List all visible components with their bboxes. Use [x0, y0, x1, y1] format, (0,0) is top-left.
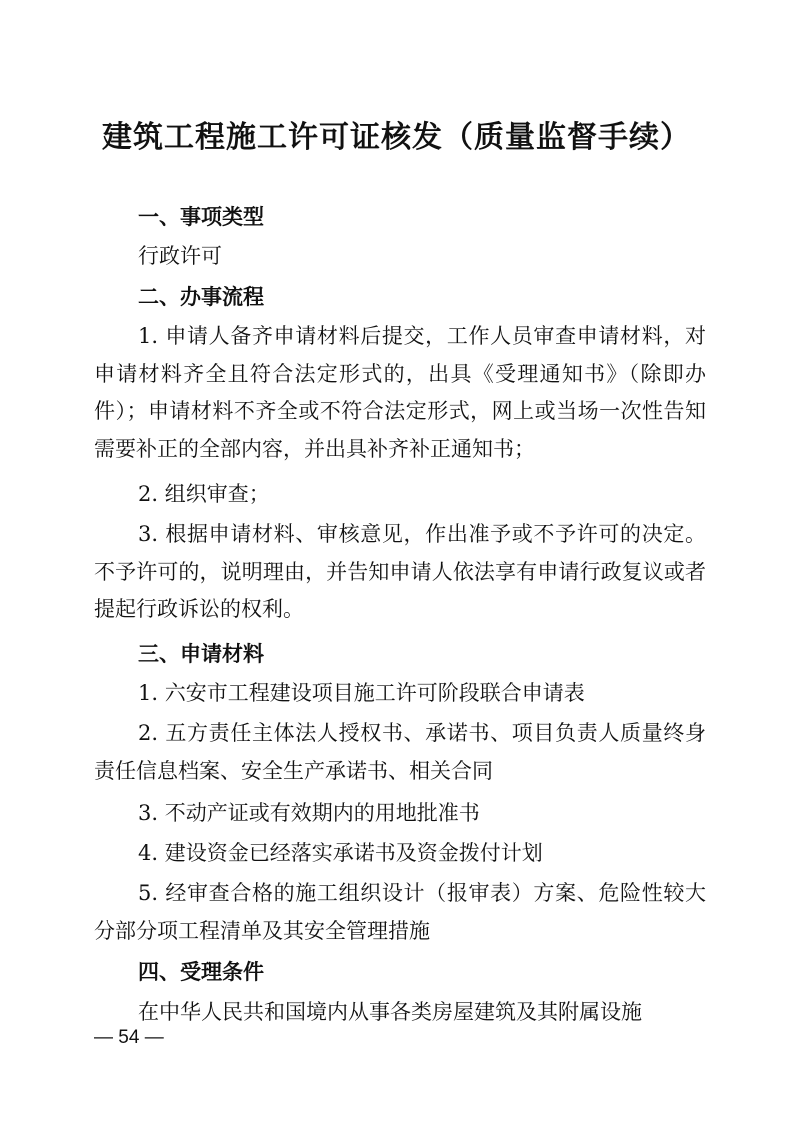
process-step-2: 2. 组织审查； [138, 482, 270, 506]
conditions-text: 在中华人民共和国境内从事各类房屋建筑及其附属设施 [138, 1000, 642, 1024]
process-step-1: 1. 申请人备齐申请材料后提交，工作人员审查申请材料，对申请材料齐全且符合法定形式的，出具《受理通知书》（除即办件）；申请材料不齐全或不符合法定形式，网上或当场一次性告知需要补正的全部内容，并出具补齐补正通知书； [94, 324, 706, 461]
section-heading-item-type: 一、事项类型 [138, 205, 264, 229]
section-heading-materials: 三、申请材料 [138, 642, 264, 666]
item-type-value: 行政许可 [138, 244, 222, 268]
material-item-1: 1. 六安市工程建设项目施工许可阶段联合申请表 [138, 681, 585, 705]
material-item-3: 3. 不动产证或有效期内的用地批准书 [138, 801, 480, 825]
process-step-3: 3. 根据申请材料、审核意见，作出准予或不予许可的决定。不予许可的，说明理由，并告知申请人依法享有申请行政复议或者提起行政诉讼的权利。 [94, 522, 706, 621]
material-item-2: 2. 五方责任主体法人授权书、承诺书、项目负责人质量终身责任信息档案、安全生产承诺书、相关合同 [94, 721, 706, 783]
material-item-5: 5. 经审查合格的施工组织设计（报审表）方案、危险性较大分部分项工程清单及其安全管理措施 [94, 881, 706, 943]
document-title: 建筑工程施工许可证核发（质量监督手续） [102, 120, 691, 155]
page-number: — 54 — [94, 1027, 164, 1048]
material-item-4: 4. 建设资金已经落实承诺书及资金拨付计划 [138, 841, 543, 865]
section-heading-conditions: 四、受理条件 [138, 960, 264, 984]
section-heading-process: 二、办事流程 [138, 285, 264, 309]
